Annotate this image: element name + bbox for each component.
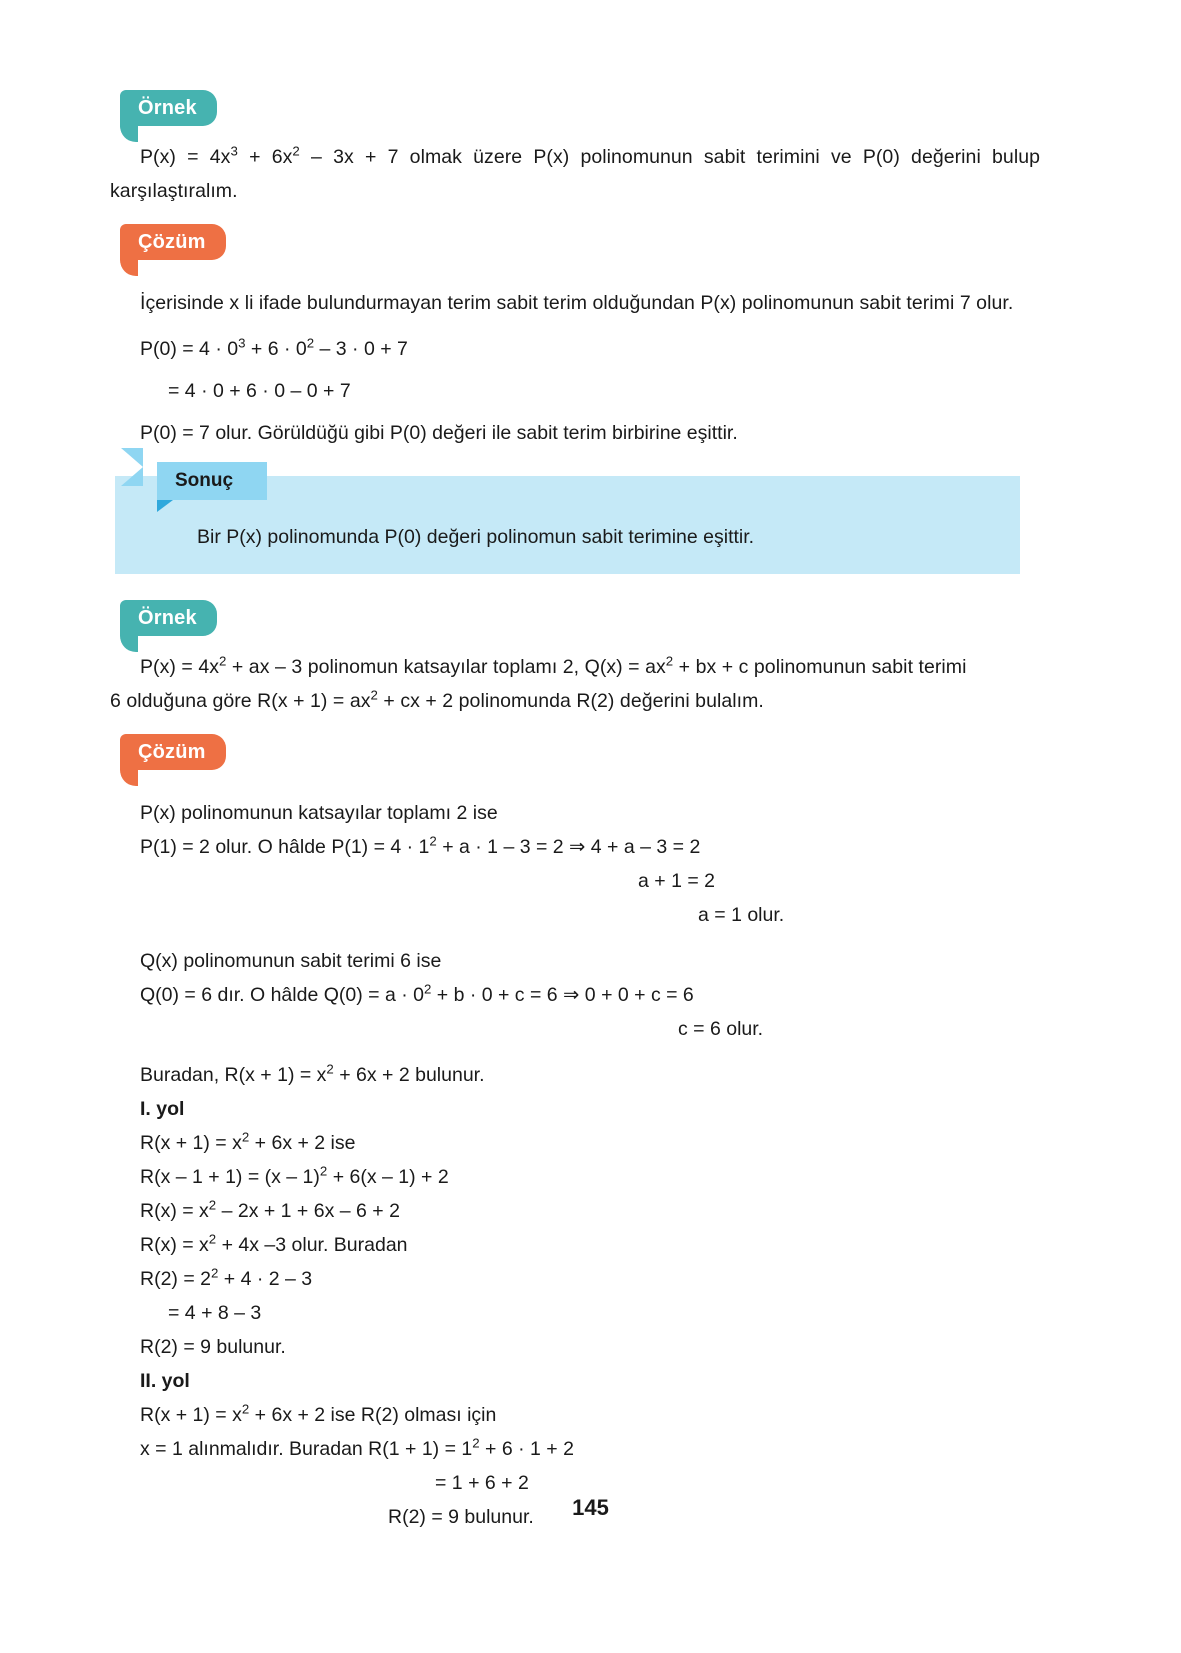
example2-s7: c = 6 olur. [678, 1018, 764, 1040]
yol-1-title: I. yol [140, 1098, 185, 1120]
yol2-line-2 [110, 1432, 1040, 1466]
example2-s6 [110, 978, 1040, 1012]
example2-s8-seg1: Buradan, R(x + 1) = x [140, 1064, 327, 1086]
yol1-l4-seg1: R(x) = x [140, 1234, 209, 1256]
example2-p1-seg1: P(x) = 4x [140, 656, 220, 678]
example1-problem-seg1: P(x) = 4x [140, 146, 231, 168]
yol2-l1-seg2: + 6x + 2 ise R(2) olması için [249, 1404, 497, 1426]
example2-s2 [110, 830, 1040, 864]
yol1-l2-seg1: R(x – 1 + 1) = (x – 1) [140, 1166, 320, 1188]
cozum-tag-2-tail [120, 770, 138, 786]
example2-p2-seg1: 6 olduğuna göre R(x + 1) = ax [110, 690, 371, 712]
example1-eq-2: = 4 · 0 + 6 · 0 – 0 + 7 [168, 380, 351, 402]
sonuc-title: Sonuç [175, 470, 234, 491]
yol1-l3-seg1: R(x) = x [140, 1200, 209, 1222]
ornek-tag-1-tail [120, 126, 138, 142]
yol1-l5-seg1: R(2) = 2 [140, 1268, 211, 1290]
exp-2: 2 [241, 1129, 250, 1145]
exp-3: 3 [238, 335, 246, 351]
exp-2: 2 [423, 981, 432, 997]
yol1-line-7: R(2) = 9 bulunur. [140, 1336, 286, 1358]
exp-2: 2 [370, 687, 378, 703]
example1-problem-seg3: – 3x + 7 olmak üzere P(x) polinomunun sabit terimini ve P(0) değerini bulup karşılaştıralım. [110, 146, 1040, 202]
yol1-l2-seg2: + 6(x – 1) + 2 [327, 1166, 449, 1188]
cozum-tag-1: Çözüm [120, 224, 226, 260]
ornek-tag-2: Örnek [120, 600, 217, 636]
ornek-tag-1: Örnek [120, 90, 217, 126]
yol2-line-1 [110, 1398, 1040, 1432]
ornek-tag-2-wrapper [110, 600, 1040, 646]
example1-eq-1-seg3: – 3 · 0 + 7 [314, 338, 408, 360]
yol2-l2-seg1: x = 1 alınmalıdır. Buradan R(1 + 1) = 1 [140, 1438, 473, 1460]
yol2-l2-seg2: + 6 · 1 + 2 [479, 1438, 574, 1460]
yol1-line-1 [110, 1126, 1040, 1160]
example2-p2-seg2: + cx + 2 polinomunda R(2) değerini bulalım. [377, 690, 764, 712]
yol1-line-5 [110, 1262, 1040, 1296]
sonuc-ribbon-fold [157, 500, 173, 512]
example2-s1: P(x) polinomunun katsayılar toplamı 2 ise [140, 802, 498, 824]
example2-s3: a + 1 = 2 [638, 870, 715, 892]
exp-2: 2 [210, 1265, 219, 1281]
yol1-line-4 [110, 1228, 1040, 1262]
exp-2: 2 [472, 1435, 480, 1451]
example2-s4: a = 1 olur. [698, 904, 785, 926]
example2-p1-seg2: + ax – 3 polinomun katsayılar toplamı 2, Q(x) = ax [226, 656, 666, 678]
example2-s8 [110, 1058, 1040, 1092]
yol1-l4-seg2: + 4x –3 olur. Buradan [216, 1234, 408, 1256]
example2-s2-seg2: + a · 1 – 3 = 2 ⇒ 4 + a – 3 = 2 [436, 836, 701, 858]
example2-problem-line1 [110, 650, 1040, 684]
cozum-tag-1-wrapper [110, 224, 1040, 270]
example1-eq-1-seg1: P(0) = 4 · 0 [140, 338, 239, 360]
ornek-tag-1-wrapper [110, 90, 1040, 136]
exp-2: 2 [292, 143, 300, 159]
page-number: 145 [572, 1495, 609, 1520]
yol2-l1-seg1: R(x + 1) = x [140, 1404, 242, 1426]
ornek-tag-2-tail [120, 636, 138, 652]
exp-2: 2 [208, 1197, 217, 1213]
example1-problem-seg2: + 6x [237, 146, 293, 168]
sonuc-ribbon [157, 462, 267, 500]
sonuc-box [115, 470, 1020, 574]
example1-solution-intro: İçerisinde x li ifade bulundurmayan terim sabit terim olduğundan P(x) polinomunun sabit terimi 7 olur. [140, 292, 1014, 314]
example1-problem [110, 140, 1040, 208]
cozum-tag-2: Çözüm [120, 734, 226, 770]
example1-eq-1 [110, 332, 1040, 366]
yol1-line-2 [110, 1160, 1040, 1194]
sonuc-text: Bir P(x) polinomunda P(0) değeri polinomun sabit terimine eşittir. [197, 526, 755, 548]
exp-2: 2 [429, 833, 437, 849]
exp-2: 2 [665, 653, 674, 669]
yol2-line-3: = 1 + 6 + 2 [435, 1472, 529, 1494]
page-content [110, 90, 1040, 1534]
example2-s6-seg2: + b · 0 + c = 6 ⇒ 0 + 0 + c = 6 [431, 984, 694, 1006]
example1-eq-3: P(0) = 7 olur. Görüldüğü gibi P(0) değeri ile sabit terim birbirine eşittir. [140, 422, 738, 444]
example2-problem-line2 [110, 684, 1040, 718]
yol-2-title: II. yol [140, 1370, 190, 1392]
yol1-l3-seg2: – 2x + 1 + 6x – 6 + 2 [216, 1200, 400, 1222]
example1-eq-1-seg2: + 6 · 0 [245, 338, 307, 360]
cozum-tag-2-wrapper [110, 734, 1040, 780]
yol1-line-3 [110, 1194, 1040, 1228]
example2-p1-seg3: + bx + c polinomunun sabit terimi [673, 656, 967, 678]
cozum-tag-1-tail [120, 260, 138, 276]
exp-2: 2 [319, 1163, 328, 1179]
exp-2: 2 [306, 335, 315, 351]
yol1-l1-seg1: R(x + 1) = x [140, 1132, 242, 1154]
exp-2: 2 [208, 1231, 217, 1247]
yol1-l5-seg2: + 4 · 2 – 3 [218, 1268, 313, 1290]
exp-2: 2 [219, 653, 227, 669]
yol1-line-6: = 4 + 8 – 3 [168, 1302, 262, 1324]
example2-s5: Q(x) polinomunun sabit terimi 6 ise [140, 950, 442, 972]
yol2-line-4: R(2) = 9 bulunur. [388, 1506, 534, 1528]
exp-2: 2 [326, 1061, 334, 1077]
example2-s2-seg1: P(1) = 2 olur. O hâlde P(1) = 4 · 1 [140, 836, 430, 858]
example2-s6-seg1: Q(0) = 6 dır. O hâlde Q(0) = a · 0 [140, 984, 424, 1006]
exp-3: 3 [230, 143, 238, 159]
example2-s8-seg2: + 6x + 2 bulunur. [333, 1064, 485, 1086]
yol1-l1-seg2: + 6x + 2 ise [249, 1132, 356, 1154]
exp-2: 2 [241, 1401, 250, 1417]
